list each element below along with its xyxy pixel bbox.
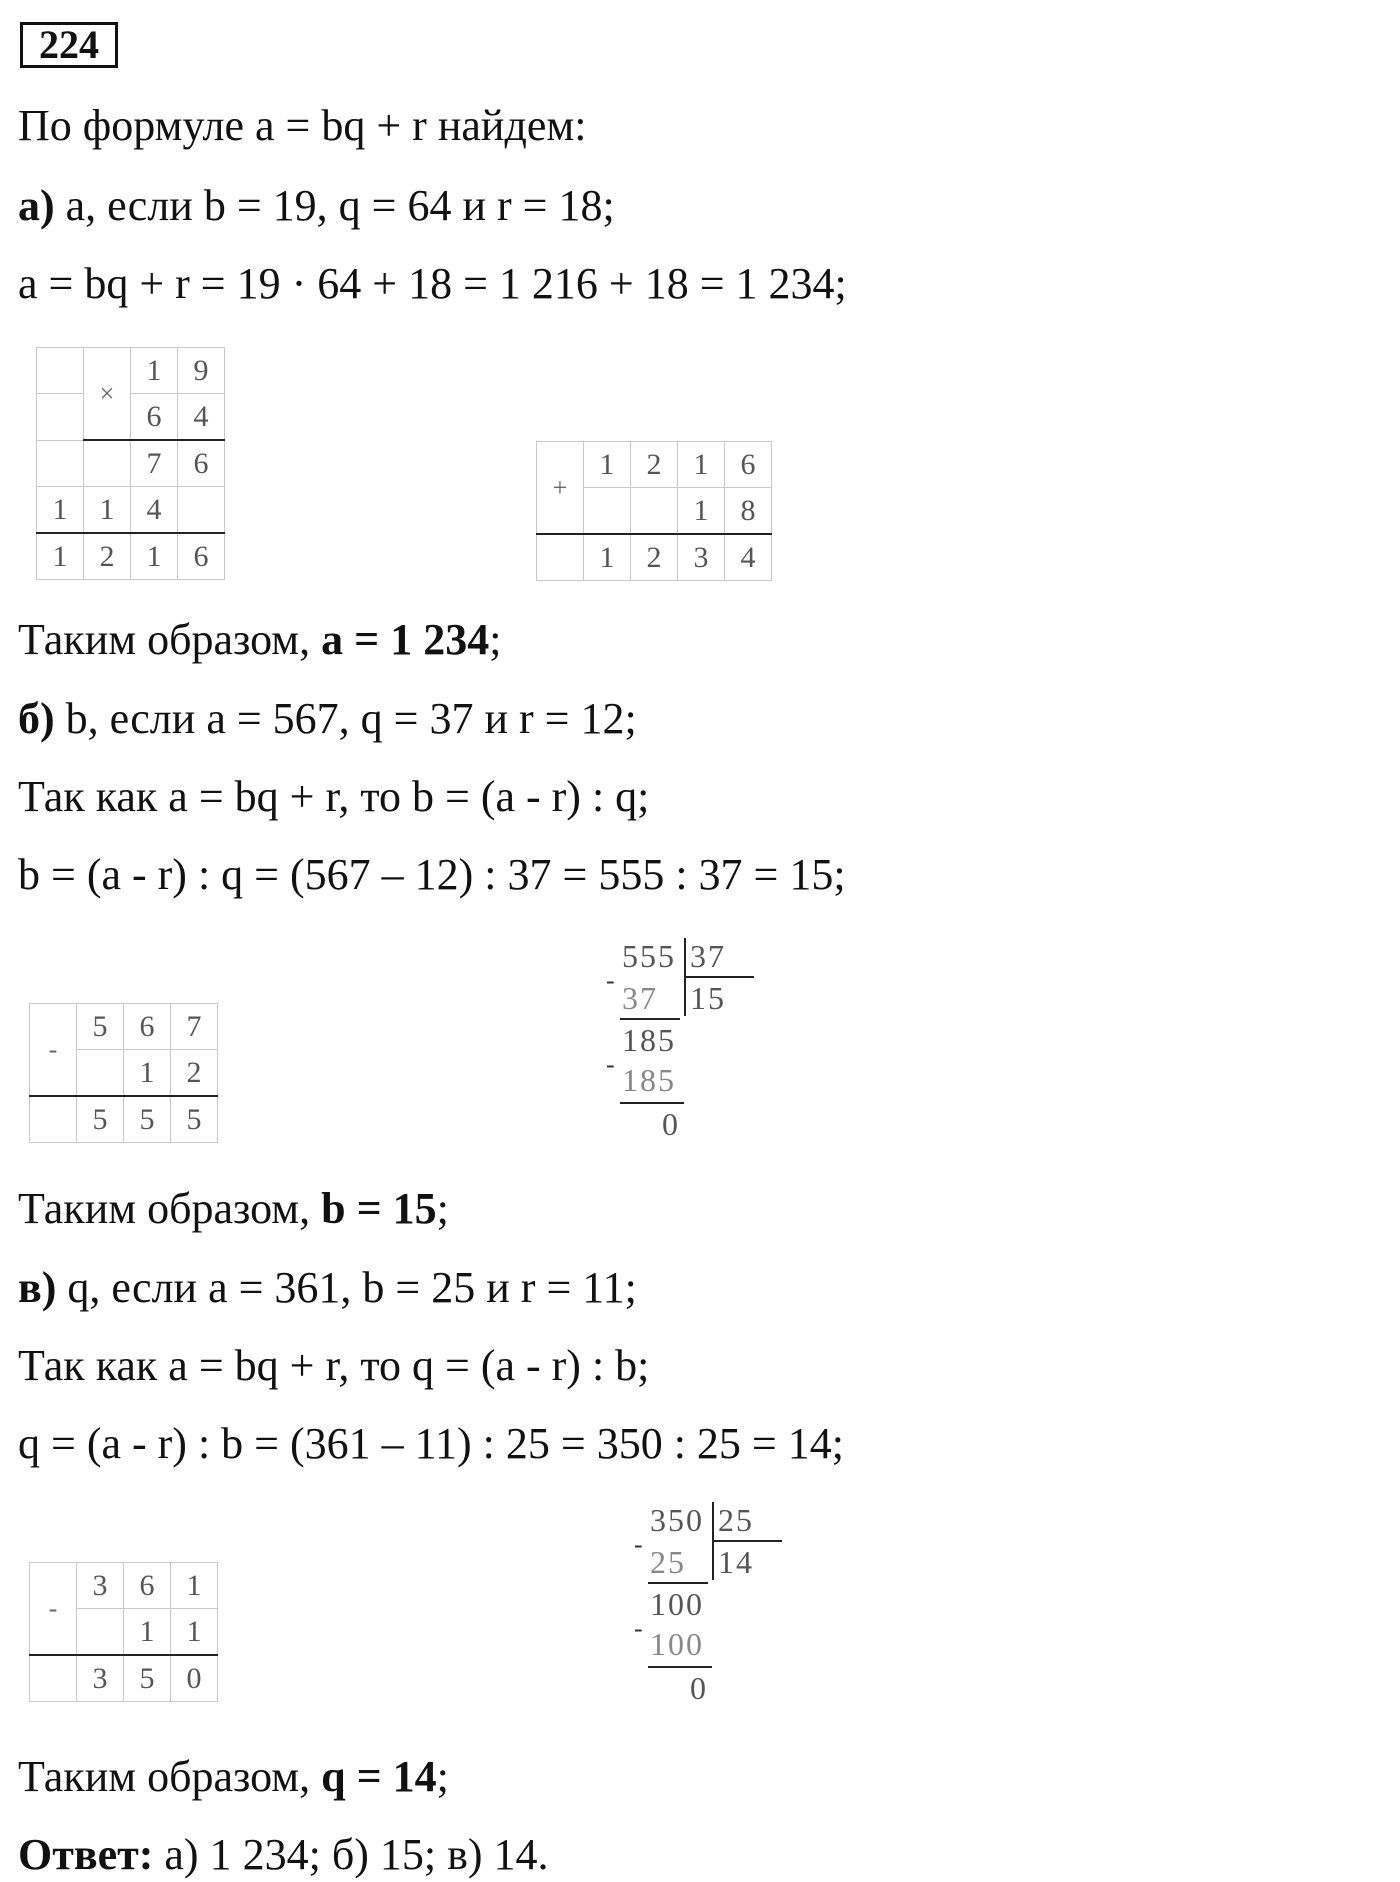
grid-cell: 2 [171, 1050, 218, 1097]
step-line [648, 1582, 708, 1584]
grid-cell: 1 [124, 1050, 171, 1097]
remainder: 100 [650, 1586, 704, 1622]
grid-cell [631, 488, 678, 535]
divisor: 25 [718, 1502, 754, 1538]
dividend: 350 [650, 1502, 704, 1538]
grid-cell [537, 534, 584, 581]
problem-number: 224 [20, 22, 118, 68]
part-c-label: в) [18, 1263, 57, 1312]
grid-cell: 1 [678, 442, 725, 488]
grid-cell: 1 [124, 1609, 171, 1656]
grid-cell: 1 [84, 487, 131, 534]
grid-cell: 1 [37, 487, 84, 534]
grid-cell [30, 1096, 77, 1143]
part-c-calc: q = (a - r) : b = (361 – 11) : 25 = 350 : 25 = 14; [18, 1419, 844, 1468]
result-suffix: ; [436, 1752, 449, 1801]
part-c-condition-text: q, если a = 361, b = 25 и r = 11; [56, 1263, 637, 1312]
grid-cell: 6 [131, 394, 178, 441]
grid-cell: 3 [77, 1655, 124, 1702]
intro-text: По формуле a = bq + r найдем: [18, 101, 587, 150]
remainder: 185 [622, 1022, 676, 1058]
minus-sign: - [606, 1050, 617, 1079]
grid-cell: 5 [124, 1655, 171, 1702]
grid-cell: 5 [171, 1096, 218, 1143]
grid-cell: 6 [124, 1563, 171, 1609]
grid-cell: 8 [725, 488, 772, 535]
grid-cell: 6 [124, 1004, 171, 1050]
result-prefix: Таким образом, [18, 1752, 322, 1801]
grid-cell [77, 1609, 124, 1656]
grid-cell: 5 [77, 1004, 124, 1050]
step-line [620, 1102, 684, 1104]
result-value: q = 14 [321, 1752, 437, 1801]
grid-cell: 0 [171, 1655, 218, 1702]
grid-cell: 1 [171, 1609, 218, 1656]
grid-cell: 9 [178, 348, 225, 394]
plus-sign: + [537, 442, 584, 535]
subtrahend: 25 [650, 1544, 686, 1580]
grid-cell: 6 [178, 533, 225, 580]
grid-cell: 5 [124, 1096, 171, 1143]
grid-cell: 7 [171, 1004, 218, 1050]
grid-cell: 3 [678, 534, 725, 581]
part-c-result [18, 1752, 449, 1801]
grid-cell: 2 [631, 442, 678, 488]
dividend: 555 [622, 938, 676, 974]
final-remainder: 0 [690, 1670, 708, 1706]
grid-cell: 1 [678, 488, 725, 535]
grid-cell: 7 [131, 440, 178, 487]
subtrahend: 37 [622, 980, 658, 1016]
grid-cell: 6 [178, 440, 225, 487]
minus-sign: - [606, 966, 617, 995]
subtrahend: 100 [650, 1626, 704, 1662]
part-b-label: б) [18, 694, 55, 743]
answer-line [18, 1830, 549, 1879]
divisor: 37 [690, 938, 726, 974]
grid-cell [30, 1655, 77, 1702]
grid-cell: 4 [131, 487, 178, 534]
grid-cell: 2 [631, 534, 678, 581]
part-a-result [18, 615, 502, 664]
grid-cell: 4 [725, 534, 772, 581]
grid-cell [37, 440, 84, 487]
grid-cell: 5 [77, 1096, 124, 1143]
step-line [648, 1666, 712, 1668]
subtraction-grid-b [29, 1003, 218, 1143]
minus-sign: - [30, 1004, 77, 1097]
long-division-c [628, 1502, 788, 1712]
result-suffix: ; [436, 1184, 449, 1233]
minus-sign: - [634, 1530, 645, 1559]
addition-grid [536, 441, 772, 581]
grid-cell: 4 [178, 394, 225, 441]
minus-sign: - [30, 1563, 77, 1656]
grid-cell: 3 [77, 1563, 124, 1609]
grid-cell: 1 [131, 348, 178, 394]
minus-sign: - [634, 1614, 645, 1643]
result-prefix: Таким образом, [18, 1184, 322, 1233]
part-b-result [18, 1184, 449, 1233]
grid-cell: 2 [84, 533, 131, 580]
multiplication-grid [36, 347, 225, 580]
part-b-condition [18, 694, 637, 743]
grid-cell: 1 [584, 534, 631, 581]
multiply-sign: × [84, 348, 131, 441]
grid-cell [37, 348, 84, 394]
quotient: 15 [690, 980, 726, 1016]
result-value: b = 15 [321, 1184, 437, 1233]
part-c-formula: Так как a = bq + r, то q = (a - r) : b; [18, 1341, 650, 1390]
answer-text: а) 1 234; б) 15; в) 14. [153, 1830, 549, 1879]
grid-cell [37, 394, 84, 441]
grid-cell [178, 487, 225, 534]
grid-cell: 1 [584, 442, 631, 488]
part-a-label: а) [18, 181, 55, 230]
grid-cell: 1 [37, 533, 84, 580]
quotient: 14 [718, 1544, 754, 1580]
grid-cell [584, 488, 631, 535]
final-remainder: 0 [662, 1106, 680, 1142]
result-prefix: Таким образом, [18, 615, 322, 664]
part-b-calc: b = (a - r) : q = (567 – 12) : 37 = 555 : 37 = 15; [18, 850, 846, 899]
part-a-condition [18, 181, 615, 230]
subtraction-grid-c [29, 1562, 218, 1702]
part-a-condition-text: a, если b = 19, q = 64 и r = 18; [54, 181, 615, 230]
subtrahend: 185 [622, 1062, 676, 1098]
step-line [620, 1018, 680, 1020]
answer-label: Ответ: [18, 1830, 154, 1879]
result-value: a = 1 234 [321, 615, 490, 664]
result-suffix: ; [489, 615, 502, 664]
grid-cell [77, 1050, 124, 1097]
divisor-underline [684, 976, 754, 978]
part-c-condition [18, 1263, 637, 1312]
grid-cell: 6 [725, 442, 772, 488]
long-division-b [600, 938, 760, 1148]
grid-cell: 1 [171, 1563, 218, 1609]
part-b-condition-text: b, если a = 567, q = 37 и r = 12; [54, 694, 637, 743]
divisor-underline [712, 1540, 782, 1542]
grid-cell: 1 [131, 533, 178, 580]
grid-cell [84, 440, 131, 487]
part-b-formula: Так как a = bq + r, то b = (a - r) : q; [18, 772, 650, 821]
part-a-calc: a = bq + r = 19 · 64 + 18 = 1 216 + 18 = 1 234; [18, 259, 847, 308]
